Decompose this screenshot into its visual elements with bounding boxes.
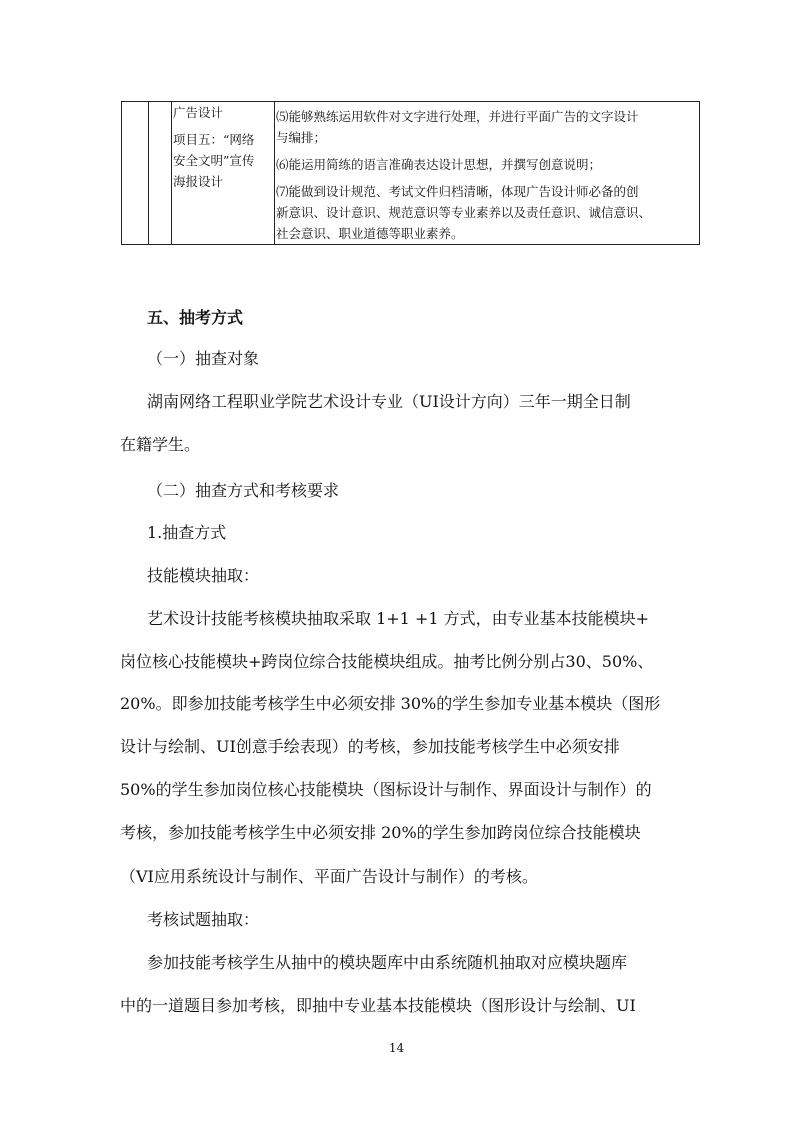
- label-module-selection: 技能模块抽取：: [147, 566, 260, 585]
- paragraph-line: 20%。即参加技能考核学生中必须安排 30%的学生参加专业基本模块（图形: [120, 694, 661, 713]
- paragraph-line: 艺术设计技能考核模块抽取采取 1+1 +1 方式，由专业基本技能模块+: [147, 609, 650, 628]
- requirement-line: 社会意识、职业道德等职业素养。: [276, 226, 464, 241]
- paragraph-line: 设计与绘制、UI创意手绘表现）的考核，参加技能考核学生中必须安排: [120, 737, 620, 756]
- paragraph-line: 在籍学生。: [120, 435, 201, 454]
- project-line: 项目五：“网络: [173, 132, 255, 147]
- table-row: [122, 102, 700, 245]
- project-line: 广告设计: [173, 105, 224, 120]
- paragraph-line: （VI应用系统设计与制作、平面广告设计与制作）的考核。: [120, 867, 538, 886]
- paragraph-line: 中的一道题目参加考核，即抽中专业基本技能模块（图形设计与绘制、UI: [120, 996, 636, 1015]
- page-number: 14: [388, 1041, 405, 1055]
- table-cell-requirements: [275, 102, 700, 245]
- project-line: 安全文明”宣传: [173, 153, 255, 168]
- subheading-method: （二）抽查方式和考核要求: [147, 481, 340, 500]
- table-cell-index: [122, 102, 149, 245]
- paragraph-line: 考核，参加技能考核学生中必须安排 20%的学生参加跨岗位综合技能模块: [120, 823, 641, 842]
- subheading-object: （一）抽查对象: [147, 349, 260, 368]
- competency-table-fragment: [121, 101, 700, 245]
- table-cell-module: [149, 102, 172, 245]
- table-cell-project: [172, 102, 275, 245]
- requirement-line: 新意识、设计意识、规范意识等专业素养以及责任意识、诚信意识、: [276, 205, 652, 220]
- competency-table: [121, 101, 700, 245]
- paragraph-line: 湖南网络工程职业学院艺术设计专业（UI设计方向）三年一期全日制: [147, 392, 631, 411]
- paragraph-line: 岗位核心技能模块+跨岗位综合技能模块组成。抽考比例分别占30、50%、: [120, 652, 654, 671]
- paragraph-line: 参加技能考核学生从抽中的模块题库中由系统随机抽取对应模块题库: [147, 953, 628, 972]
- requirement-line: ⑸能够熟练运用软件对文字进行处理，并进行平面广告的文字设计: [276, 109, 639, 124]
- list-item-heading: 1.抽查方式: [147, 523, 227, 542]
- requirement-line: ⑺能做到设计规范、考试文件归档清晰，体现广告设计师必备的创: [276, 184, 639, 199]
- label-question-selection: 考核试题抽取：: [147, 910, 260, 929]
- project-line: 海报设计: [173, 174, 224, 189]
- requirement-line: 与编排；: [276, 130, 327, 145]
- requirement-line: ⑹能运用简练的语言准确表达设计思想，并撰写创意说明；: [276, 157, 602, 172]
- section-heading: 五、抽考方式: [147, 308, 244, 327]
- paragraph-line: 50%的学生参加岗位核心技能模块（图标设计与制作、界面设计与制作）的: [120, 780, 652, 799]
